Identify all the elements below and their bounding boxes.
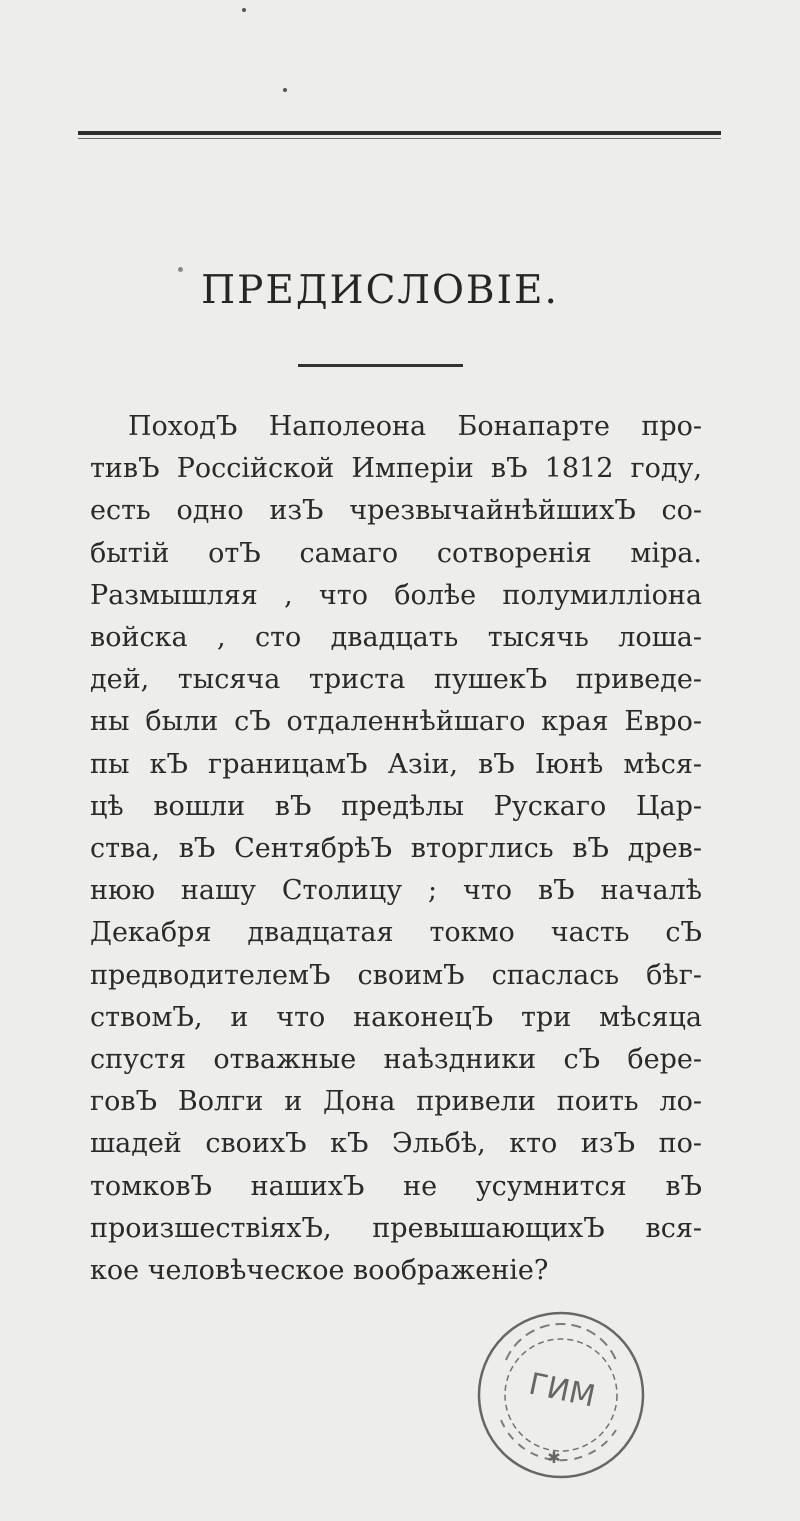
text-line: есть одно изЪ чрезвычайнѣйшихЪ со-	[90, 495, 702, 527]
text-line: предводителемЪ своимЪ спаслась бѣг-	[90, 959, 702, 991]
text-line: кое человѣческое воображеніе?	[90, 1255, 549, 1287]
top-rule-thin	[78, 138, 721, 139]
text-line: ства, вЪ СентябрѣЪ вторглись вЪ древ-	[90, 833, 702, 865]
text-line: шадей своихЪ кЪ Эльбѣ, кто изЪ по-	[90, 1128, 702, 1160]
top-rule	[78, 131, 721, 135]
text-line: ПоходЪ Наполеона Бонапарте про-	[128, 411, 702, 442]
text-line: тивЪ Россійской Имперіи вЪ 1812 году,	[90, 453, 702, 485]
text-line: пы кЪ границамЪ Азіи, вЪ Іюнѣ мѣся-	[90, 748, 702, 780]
preface-text	[90, 406, 702, 1292]
print-speck	[283, 88, 287, 92]
library-stamp-icon	[466, 1300, 656, 1490]
stamp-text: ГИМ	[525, 1366, 599, 1415]
text-line: спустя отважные наѣздники сЪ бере-	[90, 1044, 702, 1076]
print-speck	[242, 8, 246, 12]
text-line: дей, тысяча триста пушекЪ приведе-	[90, 664, 702, 696]
text-line: Декабря двадцатая токмо часть сЪ	[90, 917, 702, 949]
svg-text:✱: ✱	[547, 1448, 561, 1467]
text-line: войска , сто двадцать тысячь лоша-	[90, 622, 702, 654]
text-line: говЪ Волги и Дона привели поить ло-	[90, 1086, 702, 1118]
text-line: бытій отЪ самаго сотворенія міра.	[90, 537, 702, 569]
text-line: томковЪ нашихЪ не усумнится вЪ	[90, 1170, 702, 1202]
page-title: ПРЕДИСЛОВІЕ.	[201, 268, 559, 313]
text-line: ны были сЪ отдаленнѣйшаго края Евро-	[90, 706, 702, 738]
text-line: ствомЪ, и что наконецЪ три мѣсяца	[90, 1001, 702, 1033]
text-line: Размышляя , что болѣе полумилліона	[90, 579, 702, 611]
text-line: цѣ вошли вЪ предѣлы Рускаго Цар-	[90, 790, 702, 822]
text-line: произшествіяхЪ, превышающихЪ вся-	[90, 1212, 702, 1244]
text-line: нюю нашу Столицу ; что вЪ началѣ	[90, 875, 702, 907]
title-rule	[298, 364, 463, 367]
